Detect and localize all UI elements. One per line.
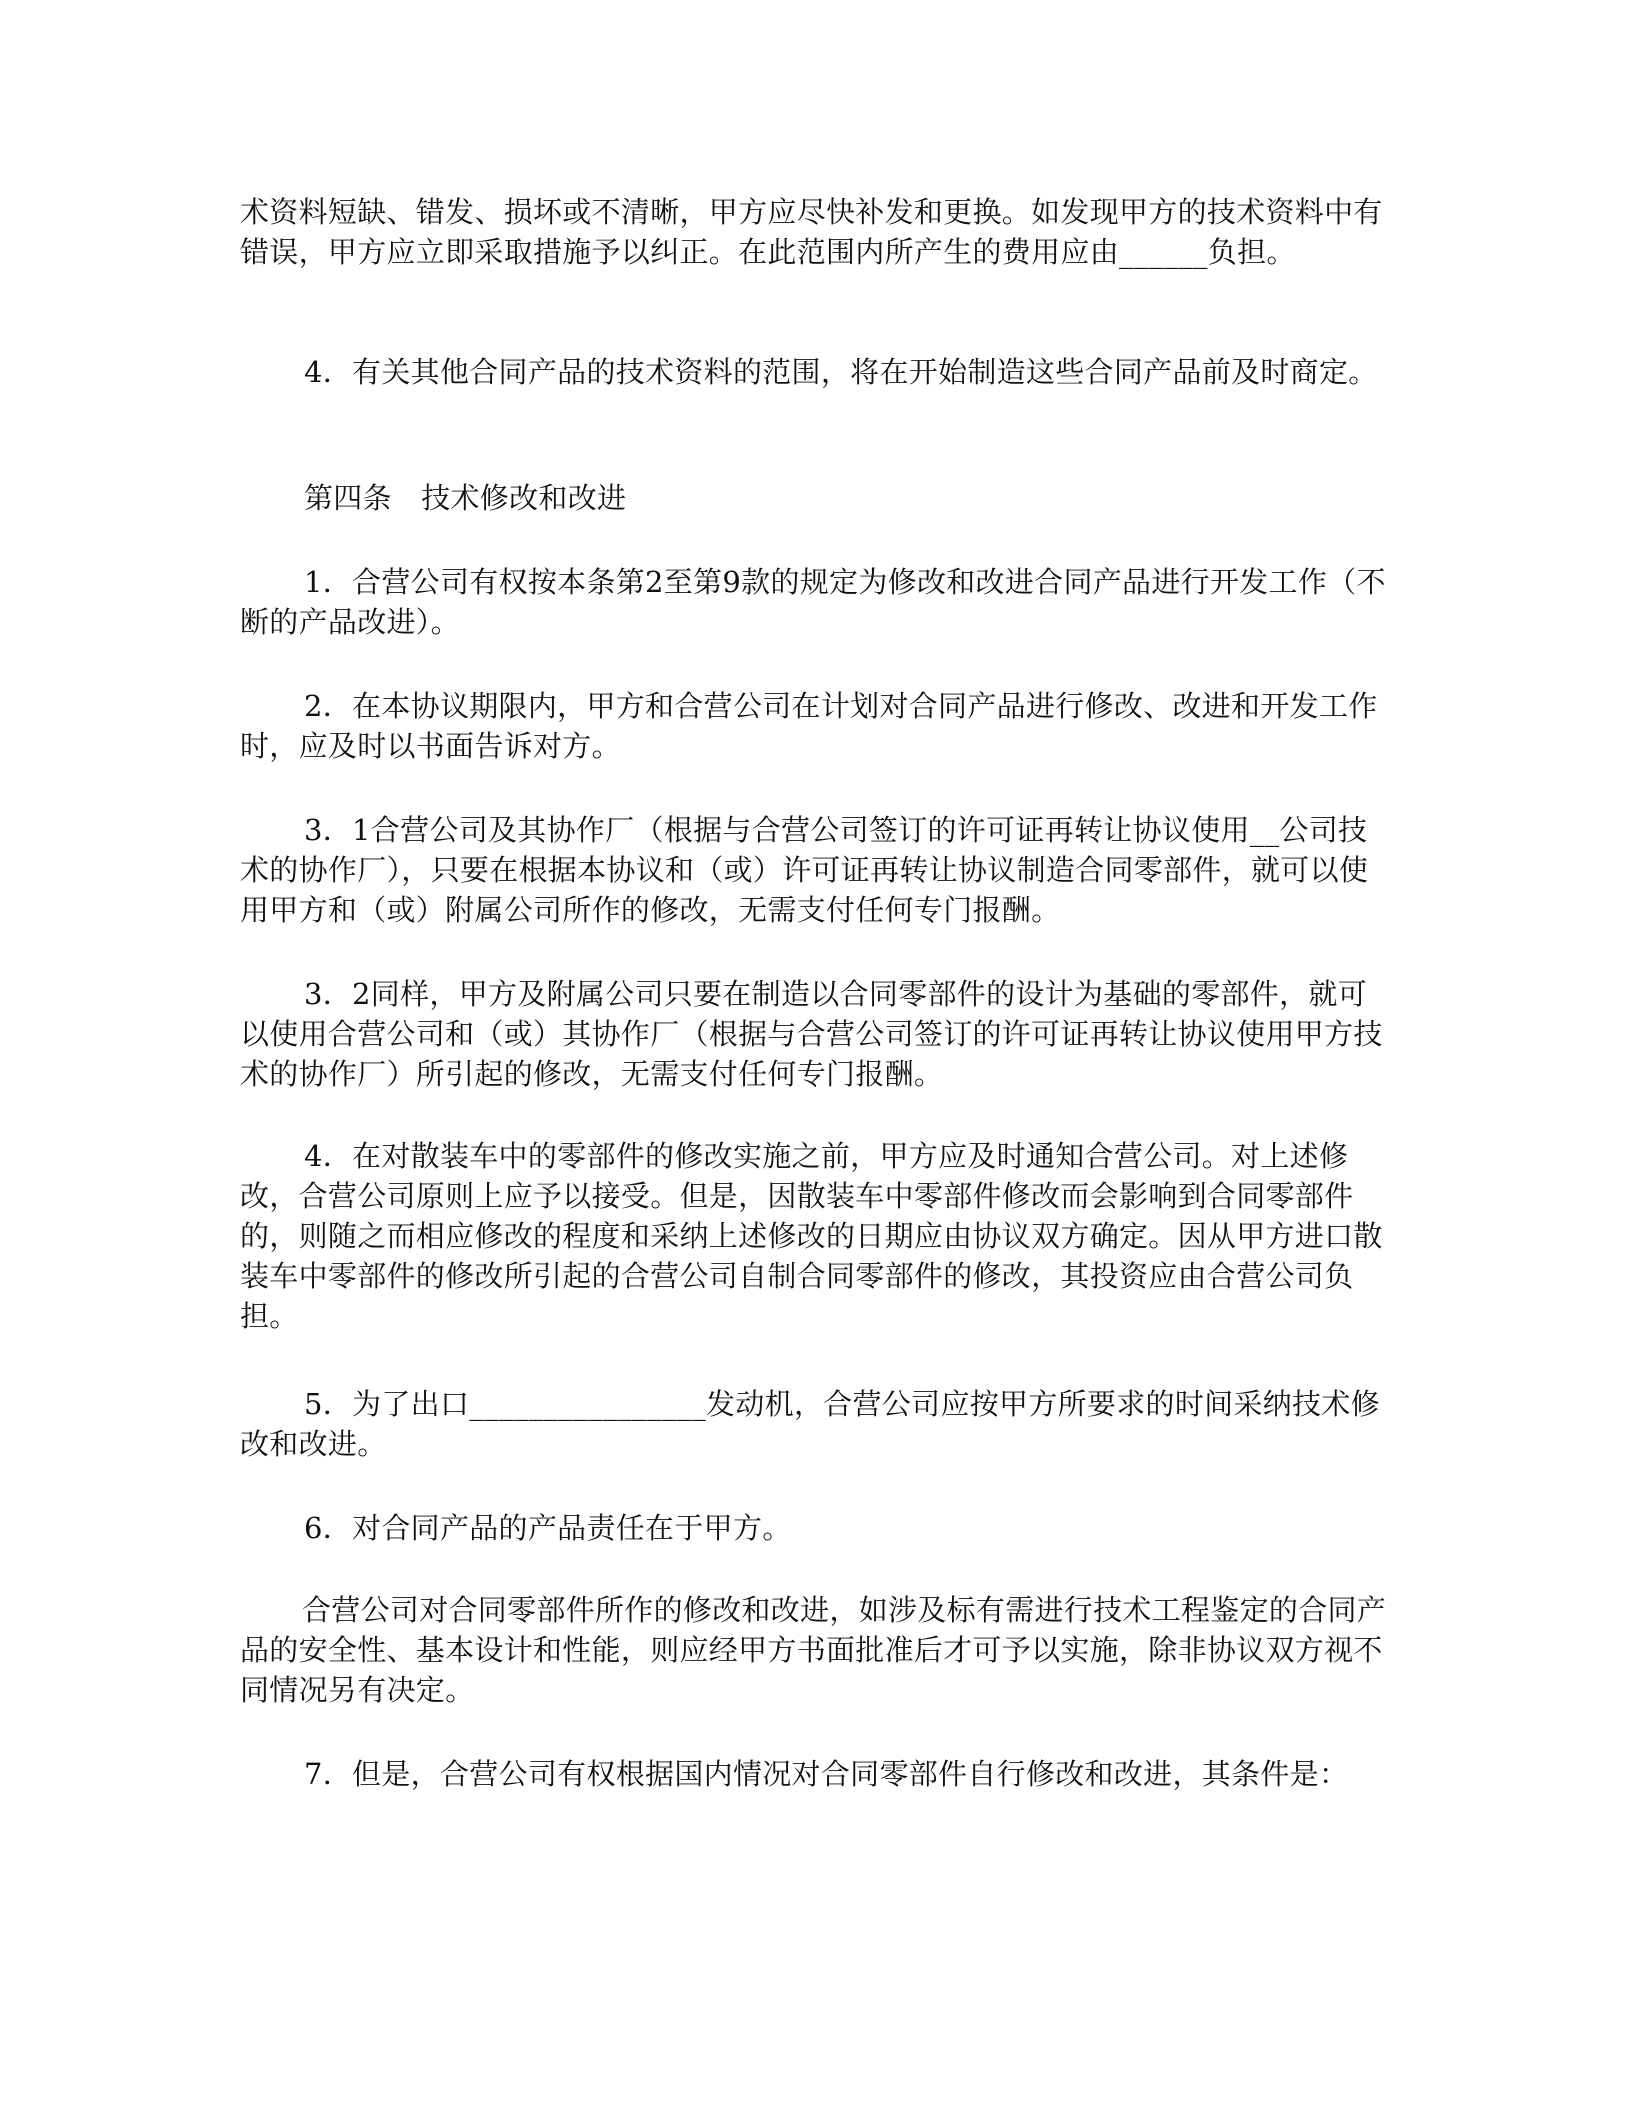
article-four-heading: 第四条 技术修改和改进 (304, 481, 627, 515)
paragraph-clause-4-4: 4．在对散装车中的零部件的修改实施之前，甲方应及时通知合营公司。对上述修改，合营公司原则上应予以接受。但是，因散装车中零部件修改而会影响到合同零部件的，则随之而相应修改的程度和采纳上述修改的日期应由协议双方确定。因从甲方进口散装车中零部件的修改所引起的合营公司自制合同零部件的修改，其投资应由合营公司负担。 (240, 1139, 1383, 1333)
paragraph-clause-4-3-1: 3．1合营公司及其协作厂（根据与合营公司签订的许可证再转让协议使用__公司技术的协作厂），只要在根据本协议和（或）许可证再转让协议制造合同零部件，就可以使用甲方和（或）附属公司所作的修改，无需支付任何专门报酬。 (240, 813, 1369, 927)
paragraph-clause-4-5: 5．为了出口________________发动机，合营公司应按甲方所要求的时间采纳技术修改和改进。 (240, 1387, 1380, 1461)
paragraph-clause-4-6: 6．对合同产品的产品责任在于甲方。 (304, 1511, 792, 1545)
paragraph-technical-data-shortage: 术资料短缺、错发、损坏或不清晰，甲方应尽快补发和更换。如发现甲方的技术资料中有错误，甲方应立即采取措施予以纠正。在此范围内所产生的费用应由______负担。 (240, 195, 1383, 269)
paragraph-clause-4-2: 2．在本协议期限内，甲方和合营公司在计划对合同产品进行修改、改进和开发工作时，应及时以书面告诉对方。 (240, 689, 1378, 763)
paragraph-clause-3-4: 4．有关其他合同产品的技术资料的范围，将在开始制造这些合同产品前及时商定。 (304, 355, 1378, 389)
paragraph-clause-4-1: 1．合营公司有权按本条第2至第9款的规定为修改和改进合同产品进行开发工作（不断的产品改进）。 (240, 565, 1386, 639)
paragraph-clause-4-7: 7．但是，合营公司有权根据国内情况对合同零部件自行修改和改进，其条件是： (304, 1757, 1349, 1791)
paragraph-modification-approval: 合营公司对合同零部件所作的修改和改进，如涉及标有需进行技术工程鉴定的合同产品的安全性、基本设计和性能，则应经甲方书面批准后才可予以实施，除非协议双方视不同情况另有决定。 (240, 1593, 1387, 1707)
paragraph-clause-4-3-2: 3．2同样，甲方及附属公司只要在制造以合同零部件的设计为基础的零部件，就可以使用合营公司和（或）其协作厂（根据与合营公司签订的许可证再转让协议使用甲方技术的协作厂）所引起的修改，无需支付任何专门报酬。 (240, 977, 1383, 1091)
